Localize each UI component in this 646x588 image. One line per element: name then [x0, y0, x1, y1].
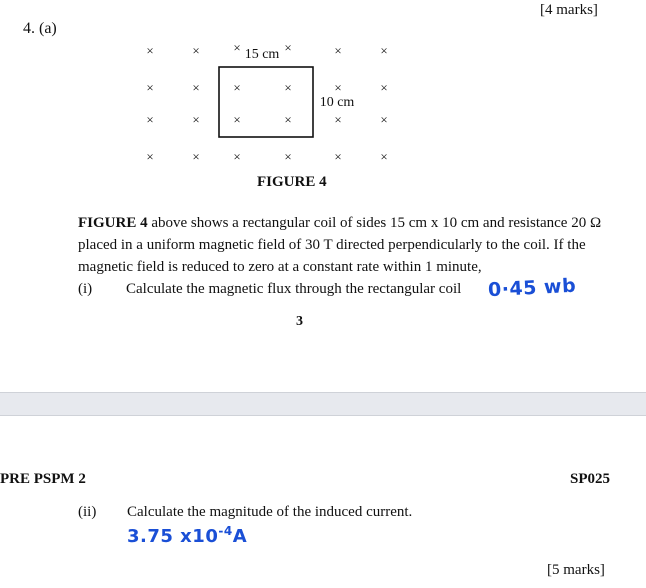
field-cross: ×: [233, 40, 241, 55]
page-header-right: SP025: [570, 471, 611, 487]
page-number: 3: [296, 314, 303, 329]
field-cross: ×: [284, 149, 292, 164]
field-cross: ×: [233, 80, 241, 95]
field-cross: ×: [284, 80, 292, 95]
field-cross: ×: [380, 112, 388, 127]
field-cross: ×: [334, 112, 342, 127]
paragraph-text: above shows a rectangular coil of sides 15 cm x 10 cm and resistance 20 Ω placed in a uniform magnetic field of 30 T directed perpendicularly to the coil. If the magnetic field is reduced to zero at a constant rate within 1 minute,: [78, 215, 602, 275]
field-cross: ×: [284, 40, 292, 55]
field-cross: ×: [192, 112, 200, 127]
field-cross: ×: [192, 43, 200, 58]
field-cross: ×: [380, 43, 388, 58]
answer-unit: A: [232, 526, 248, 547]
field-cross: ×: [334, 43, 342, 58]
field-cross: ×: [192, 80, 200, 95]
field-cross: ×: [380, 149, 388, 164]
page-break-gap: [0, 392, 646, 416]
field-cross: ×: [146, 112, 154, 127]
coil-height-label: 10 cm: [319, 95, 355, 110]
part-ii-handwritten-answer: [127, 524, 247, 547]
part-i-label: (i): [78, 281, 93, 297]
field-cross: ×: [334, 149, 342, 164]
page-header-left: PRE PSPM 2: [0, 471, 86, 487]
field-cross: ×: [334, 80, 342, 95]
marks-indicator-bottom: [5 marks]: [547, 562, 605, 578]
field-cross: ×: [146, 43, 154, 58]
figure-reference: FIGURE 4: [78, 215, 148, 231]
question-number: 4. (a): [23, 20, 57, 37]
field-cross: ×: [146, 149, 154, 164]
answer-exponent: -4: [218, 524, 233, 538]
field-cross: ×: [233, 149, 241, 164]
marks-indicator-top: [4 marks]: [540, 2, 598, 18]
field-cross: ×: [146, 80, 154, 95]
field-cross: ×: [380, 80, 388, 95]
part-ii-question: Calculate the magnitude of the induced current.: [127, 504, 413, 520]
magnetic-field-diagram: [0, 0, 646, 200]
part-i-question: Calculate the magnetic flux through the rectangular coil: [126, 281, 462, 297]
coil-width-label: 15 cm: [244, 47, 280, 62]
part-i-handwritten-answer: 0·45 wb: [487, 274, 577, 302]
figure-title: FIGURE 4: [257, 174, 327, 190]
field-cross: ×: [192, 149, 200, 164]
field-cross: ×: [233, 112, 241, 127]
part-ii-label: (ii): [78, 504, 97, 520]
field-cross: ×: [284, 112, 292, 127]
answer-base: 3.75 x10: [127, 526, 219, 547]
question-paragraph: [78, 212, 623, 278]
